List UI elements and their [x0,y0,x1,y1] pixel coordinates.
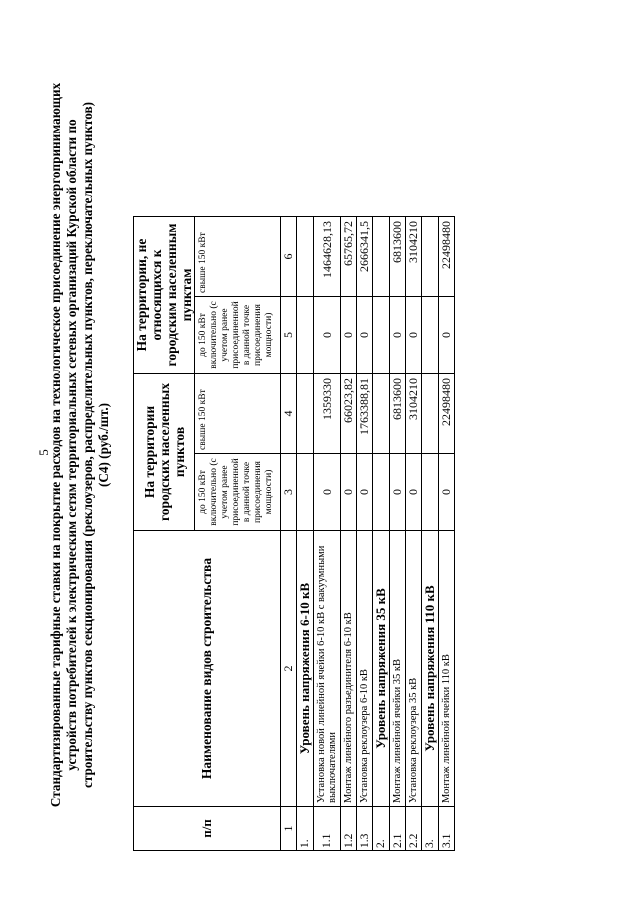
rural-over150-value: 2666341,5 [357,217,373,297]
rural-over150-value: 6813600 [390,217,406,297]
table-row [390,217,406,851]
voltage-level-label: Уровень напряжения 110 кВ [422,531,439,807]
urban-upto150-value: 0 [357,454,373,531]
column-number: 2 [281,531,297,807]
table-row [357,217,373,851]
header-rural: На территории, не относящихся к городским населенным пунктам [134,217,195,374]
page-number: 5 [36,449,51,456]
row-num: 1. [297,807,314,851]
urban-upto150-value: 0 [314,454,341,531]
rural-over150-value: 1464628,13 [314,217,341,297]
urban-over150-value: 22498480 [439,374,455,454]
rural-upto150-value: 0 [406,297,422,374]
row-num: 3. [422,807,439,851]
header-rural-over150: свыше 150 кВт [195,217,281,297]
title-line: (С4) (руб./шт.) [96,402,111,488]
rural-upto150-value: 0 [357,297,373,374]
urban-upto150-value: 0 [341,454,357,531]
rural-upto150-value: 0 [341,297,357,374]
header-urban-upto150: до 150 кВт включительно (с учетом ранее присоединенной в данной точке присоединения мощности) [195,454,281,531]
table-row-level [297,217,314,851]
row-num: 3.1 [439,807,455,851]
row-name: Монтаж линейного разъединителя 6-10 кВ [341,531,357,807]
column-number: 5 [281,297,297,374]
urban-over150-value: 6813600 [390,374,406,454]
tariff-table [133,216,455,851]
header-urban: На территории городских населенных пунктов [134,374,195,531]
title-line: устройств потребителей к электрическим сетям территориальных сетевых организаций Курской области по [64,119,79,771]
table-row [341,217,357,851]
row-num: 2.2 [406,807,422,851]
column-number: 3 [281,454,297,531]
rural-over150-value: 3104210 [406,217,422,297]
column-number: 4 [281,374,297,454]
voltage-level-label: Уровень напряжения 6-10 кВ [297,531,314,807]
title-line: строительству пунктов секционирования (реклоузеров, распределительных пунктов, переключательных пунктов) [80,101,95,789]
row-name: Установка реклоузера 6-10 кВ [357,531,373,807]
row-num: 1.1 [314,807,341,851]
row-name: Установка новой линейной ячейки 6-10 кВ с вакуумными выключателями [314,531,341,807]
table-row [439,217,455,851]
rural-upto150-value: 0 [390,297,406,374]
title-line: Стандартизированные тарифные ставки на покрытие расходов на технологическое присоединение энергопринимающих [48,82,63,808]
table-row-level [373,217,390,851]
table-row [406,217,422,851]
table-row-level [422,217,439,851]
row-name: Установка реклоузера 35 кВ [406,531,422,807]
urban-over150-value: 1763388,81 [357,374,373,454]
urban-upto150-value: 0 [406,454,422,531]
rural-over150-value: 22498480 [439,217,455,297]
row-num: 1.3 [357,807,373,851]
row-num: 2.1 [390,807,406,851]
row-name: Монтаж линейной ячейки 110 кВ [439,531,455,807]
urban-over150-value: 66023,82 [341,374,357,454]
urban-upto150-value: 0 [390,454,406,531]
header-num: п/п [134,807,281,851]
header-name: Наименование видов строительства [134,531,281,807]
urban-over150-value: 3104210 [406,374,422,454]
column-number: 1 [281,807,297,851]
row-num: 2. [373,807,390,851]
header-urban-over150: свыше 150 кВт [195,374,281,454]
table-row [314,217,341,851]
header-rural-upto150: до 150 кВт включительно (с учетом ранее присоединенной в данной точке присоединения мощности) [195,297,281,374]
voltage-level-label: Уровень напряжения 35 кВ [373,531,390,807]
urban-upto150-value: 0 [439,454,455,531]
document-title [48,45,112,845]
urban-over150-value: 1359330 [314,374,341,454]
row-num: 1.2 [341,807,357,851]
row-name: Монтаж линейной ячейки 35 кВ [390,531,406,807]
rural-over150-value: 65765,72 [341,217,357,297]
rural-upto150-value: 0 [314,297,341,374]
column-number: 6 [281,217,297,297]
rural-upto150-value: 0 [439,297,455,374]
